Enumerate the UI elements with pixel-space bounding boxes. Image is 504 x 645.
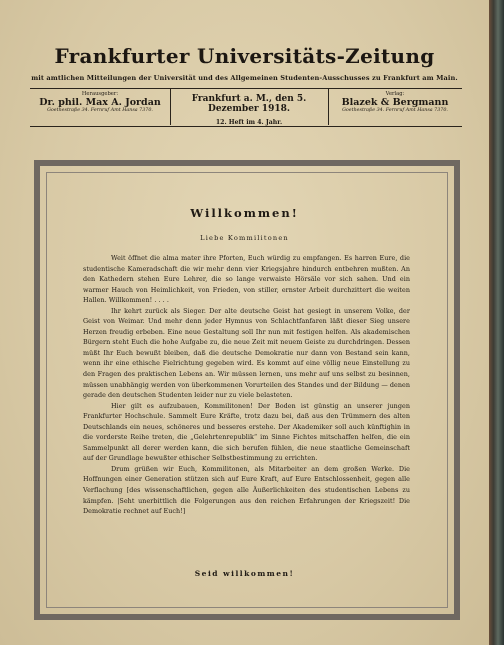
article-paragraph: Hier gilt es aufzubauen, Kommilitonen! Der Boden ist günstig an unserer jungen Frankfurter Hochschule. Sammelt Eure Kräfte, trotz dazu bei, daß aus den Trümmern des alten Deutschlands ein neues, schöneres und besseres erstehe. Der Akademiker soll auch künftighin in die vorderste Reihe treten, die „Gelehrtenrepublik“ im Sinne Fichtes mitschaffen helfen, die ein Sammelpunkt all derer werden kann, die sich berufen fühlen, die neue staatliche Gemeinschaft auf der Grundlage bewußter ethischer Selbstbestimmung zu errichten. (83, 401, 410, 463)
publisher-name: Dr. phil. Max A. Jordan (39, 97, 161, 108)
masthead-top-rule (30, 88, 462, 89)
masthead (0, 0, 489, 130)
article-paragraph: Ihr kehrt zurück als Sieger. Der alte deutsche Geist hat gesiegt in unserem Volke, der Geist von Weimar. Und mehr denn jeder Hymnus von Schlachtfanfaren läßt dieser Sieg unsere Herzen freudig erbeben. Eine neue Gestaltung soll Ihr nun mit festigen helfen. Als akademischen Bürgern steht Euch die hohe Aufgabe zu, die neue Zeit mit neuem Geiste zu durchdringen. Dessen müßt Ihr Euch bewußt bleiben, daß die deutsche Demokratie nur dann von Bestand sein kann, wenn ihr eine ethische Fielrichtung gegeben wird. Es kommt auf eine völlig neue Einstellung zu den Fragen des praktischen Lebens an. Wir müssen lernen, uns mehr auf uns selbst zu besinnen, müssen unabhängig werden von überkommenen Vorurteilen des Standes und der Bildung — denen gerade den deutschen Studenten leider nur zu viele belasteten. (83, 306, 410, 400)
newspaper-subtitle: mit amtlichen Mitteilungen der Universität und des Allgemeinen Studenten-Ausschusses zu Frankfurt am Main. (31, 74, 458, 82)
article-salutation: Liebe Kommilitonen (200, 234, 289, 242)
article-paragraph: Weit öffnet die alma mater ihre Pforten, Euch würdig zu empfangen. Es harren Eure, die studentische Kameradschaft die wir mehr denn vier Kriegsjahre hindurch entbehren mußten. An den Kathedern stehen Eure Lehrer, die so lange verwaiste Hörsäle vor sich sahen. Und ein warmer Hauch von Heimlichkeit, von Frieden, von stiller, ernster Arbeit durchzittert die weiten Hallen. Willkommen! . . . . (83, 254, 410, 305)
press-address: Goethestraße 34. Fernruf Amt Hansa 7370. (342, 108, 448, 113)
book-spine-edge (489, 0, 504, 645)
issue-block (170, 94, 328, 126)
publisher-label: Herausgeber: (81, 91, 119, 97)
article-paragraph: Drum grüßen wir Euch, Kommilitonen, als Mitarbeiter an dem großen Werke. Die Hoffnungen einer Generation stützen sich auf Eure Kraft, auf Eure Entschlossenheit, gegen alle Verflachung [des wissenschaftlichen, gegen alle Äußerlichkeiten des studentischen Lebens zu kämpfen. |Seht unerbittlich die Folgerungen aus den reichen Erfahrungen der Kriegszeit! Die Demokratie rechnet auf Euch!] (83, 464, 410, 516)
issue-date: Frankfurt a. M., den 5. Dezember 1918. (191, 94, 307, 114)
issue-number: 12. Heft im 4. Jahr. (215, 119, 283, 126)
press-block (328, 91, 462, 113)
article-heading: Willkommen! (190, 206, 299, 220)
article-body (83, 253, 410, 517)
press-name: Blazek & Bergmann (341, 97, 449, 108)
publisher-block (30, 91, 170, 113)
article-closing: Seid willkommen! (194, 569, 295, 578)
newspaper-title: Frankfurter Universitäts-Zeitung (54, 44, 435, 68)
masthead-bottom-rule (30, 126, 462, 127)
publisher-address: Goethestraße 34. Fernruf Amt Hansa 7370. (47, 108, 153, 113)
press-label: Verlag: (385, 91, 405, 97)
